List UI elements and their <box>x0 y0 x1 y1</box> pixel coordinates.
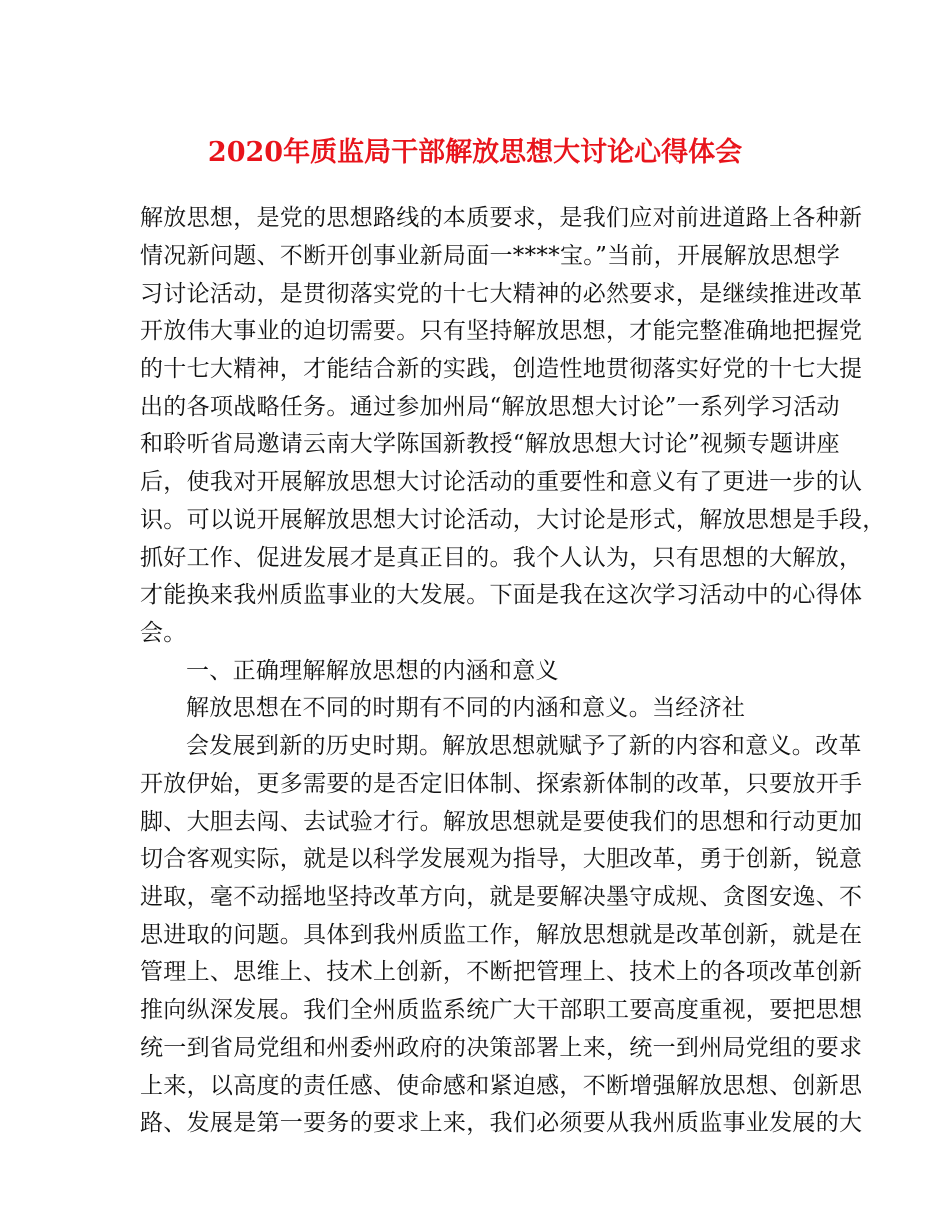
document-title: 2020年质监局干部解放思想大讨论心得体会 <box>207 137 743 168</box>
paragraph-line: 进取，毫不动摇地坚持改革方向，就是要解决墨守成规、贪图安逸、不 <box>140 884 863 910</box>
paragraph-line: 解放思想，是党的思想路线的本质要求，是我们应对前进道路上各种新 <box>140 205 863 231</box>
paragraph-line: 解放思想在不同的时期有不同的内涵和意义。当经济社 <box>186 695 746 721</box>
paragraph-line: 习讨论活动，是贯彻落实党的十七大精神的必然要求，是继续推进改革 <box>140 281 863 307</box>
paragraph-line: 切合客观实际，就是以科学发展观为指导，大胆改革，勇于创新，锐意 <box>140 846 863 872</box>
paragraph-line: 脚、大胆去闯、去试验才行。解放思想就是要使我们的思想和行动更加 <box>140 809 863 835</box>
paragraph-line: 才能换来我州质监事业的大发展。下面是我在这次学习活动中的心得体 <box>140 582 863 608</box>
paragraph-line: 情况新问题、不断开创事业新局面一****宝。”当前，开展解放思想学 <box>140 243 841 269</box>
paragraph-line: 会发展到新的历史时期。解放思想就赋予了新的内容和意义。改革 <box>186 733 862 759</box>
paragraph-line: 和聆听省局邀请云南大学陈国新教授“解放思想大讨论”视频专题讲座 <box>140 431 840 457</box>
paragraph-line: 路、发展是第一要务的要求上来，我们必须要从我州质监事业发展的大 <box>140 1110 863 1136</box>
paragraph-line: 抓好工作、促进发展才是真正目的。我个人认为，只有思想的大解放， <box>140 545 863 571</box>
paragraph-line: 管理上、思维上、技术上创新，不断把管理上、技术上的各项改革创新 <box>140 959 863 985</box>
paragraph-line: 开放伊始，更多需要的是否定旧体制、探索新体制的改革，只要放开手 <box>140 771 863 797</box>
paragraph-line: 思进取的问题。具体到我州质监工作，解放思想就是改革创新，就是在 <box>140 922 863 948</box>
paragraph-line: 统一到省局党组和州委州政府的决策部署上来，统一到州局党组的要求 <box>140 1035 863 1061</box>
paragraph-line: 上来，以高度的责任感、使命感和紧迫感，不断增强解放思想、创新思 <box>140 1073 863 1099</box>
paragraph-line: 开放伟大事业的迫切需要。只有坚持解放思想，才能完整准确地把握党 <box>140 318 863 344</box>
section-heading: 一、正确理解解放思想的内涵和意义 <box>186 658 559 684</box>
paragraph-line: 推向纵深发展。我们全州质监系统广大干部职工要高度重视，要把思想 <box>140 997 863 1023</box>
paragraph-line: 的十七大精神，才能结合新的实践，创造性地贯彻落实好党的十七大提 <box>140 356 863 382</box>
paragraph-line: 出的各项战略任务。通过参加州局“解放思想大讨论”一系列学习活动 <box>140 394 840 420</box>
paragraph-line: 会。 <box>140 620 187 646</box>
paragraph-line: 后，使我对开展解放思想大讨论活动的重要性和意义有了更进一步的认 <box>140 469 863 495</box>
paragraph-line: 识。可以说开展解放思想大讨论活动，大讨论是形式，解放思想是手段， <box>140 507 886 533</box>
